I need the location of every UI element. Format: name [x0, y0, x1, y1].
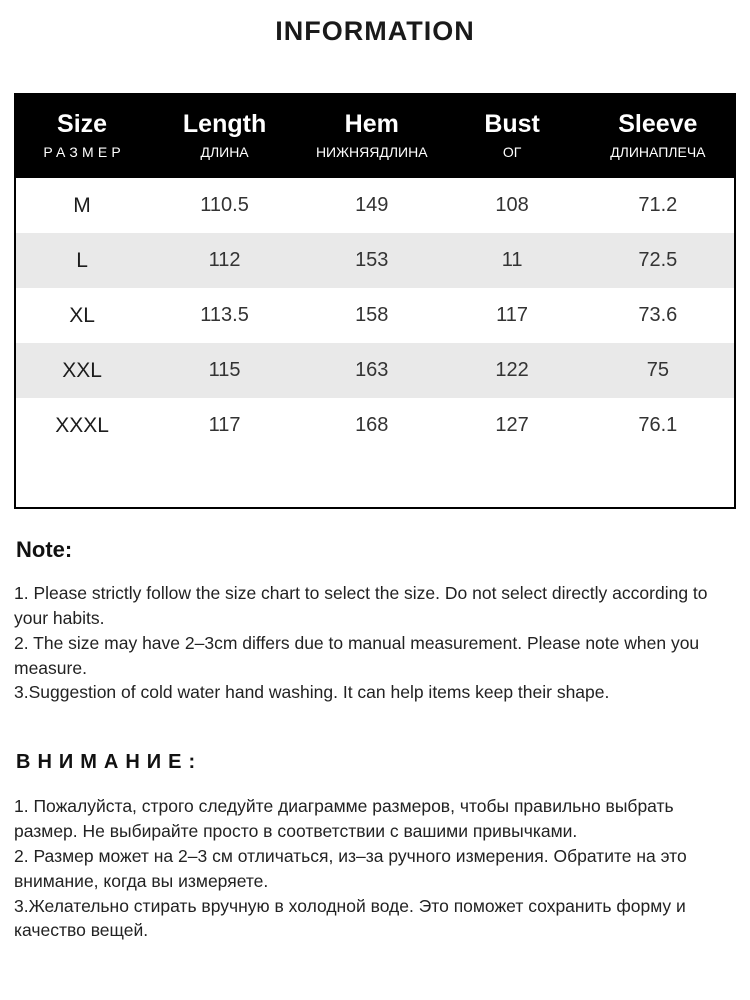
table-empty-row	[16, 453, 734, 507]
attention-item: 3.Желательно стирать вручную в холодной воде. Это поможет сохранить форму и качество вещей.	[14, 895, 686, 941]
attention-item: 1. Пожалуйста, строго следуйте диаграмме размеров, чтобы правильно выбрать размер. Не выбирайте просто в соответствии с вашими привычками.	[14, 796, 674, 842]
page-title: INFORMATION	[275, 16, 475, 46]
table-row	[16, 178, 734, 233]
cell-size: M	[73, 193, 91, 217]
cell-bust: 127	[495, 414, 529, 436]
note-heading: Note:	[16, 537, 73, 562]
cell-hem: 158	[355, 304, 389, 326]
header-hem-en: Hem	[344, 109, 399, 138]
cell-hem: 153	[355, 249, 389, 271]
note-item: 1. Please strictly follow the size chart to select the size. Do not select directly according to your habits.	[14, 583, 708, 628]
header-sleeve-ru: ДЛИНАПЛЕЧА	[610, 144, 706, 161]
cell-hem: 149	[355, 194, 389, 216]
cell-size: XL	[69, 303, 95, 327]
table-row	[16, 343, 734, 398]
table-row	[16, 233, 734, 288]
header-length-ru: ДЛИНА	[200, 144, 249, 161]
header-hem-ru: НИЖНЯЯДЛИНА	[315, 144, 428, 161]
cell-length: 115	[208, 359, 241, 381]
cell-length: 112	[208, 249, 241, 271]
cell-sleeve: 72.5	[638, 249, 678, 271]
cell-sleeve: 71.2	[638, 194, 678, 216]
note-item: 2. The size may have 2–3cm differs due to manual measurement. Please note when you measure.	[14, 632, 700, 678]
table-row	[16, 288, 734, 343]
header-cell-sleeve	[582, 111, 734, 161]
header-length-en: Length	[182, 109, 267, 138]
cell-length: 113.5	[200, 304, 249, 326]
header-sleeve-en: Sleeve	[618, 109, 698, 138]
table-row	[16, 398, 734, 453]
size-table	[14, 93, 736, 509]
cell-length: 110.5	[200, 194, 249, 216]
cell-bust: 117	[496, 304, 529, 326]
cell-length: 117	[208, 414, 241, 436]
header-bust-ru: ОГ	[502, 144, 522, 161]
cell-size: XXL	[62, 358, 102, 382]
cell-sleeve: 76.1	[638, 414, 678, 436]
cell-bust: 11	[501, 249, 523, 271]
note-item: 3.Suggestion of cold water hand washing. It can help items keep their shape.	[14, 682, 610, 703]
cell-bust: 108	[495, 194, 529, 216]
cell-sleeve: 73.6	[638, 304, 678, 326]
attention-list	[14, 794, 736, 943]
table-header-row	[16, 93, 734, 178]
cell-bust: 122	[495, 359, 529, 381]
cell-hem: 163	[355, 359, 389, 381]
note-list	[14, 581, 736, 705]
cell-size: L	[76, 248, 88, 272]
header-size-ru: РАЗМЕР	[43, 144, 125, 161]
cell-size: XXXL	[55, 413, 109, 437]
cell-hem: 168	[355, 414, 389, 436]
header-cell-hem	[301, 111, 442, 161]
header-cell-length	[148, 111, 301, 161]
header-size-en: Size	[57, 109, 108, 138]
header-cell-bust	[442, 111, 581, 161]
table-body	[16, 178, 734, 507]
attention-item: 2. Размер может на 2–3 см отличаться, из–за ручного измерения. Обратите на это внимание, когда вы измеряете.	[14, 845, 687, 891]
cell-sleeve: 75	[646, 359, 669, 381]
header-bust-en: Bust	[484, 109, 540, 138]
attention-heading: ВНИМАНИЕ:	[16, 751, 203, 774]
header-cell-size	[16, 111, 148, 161]
